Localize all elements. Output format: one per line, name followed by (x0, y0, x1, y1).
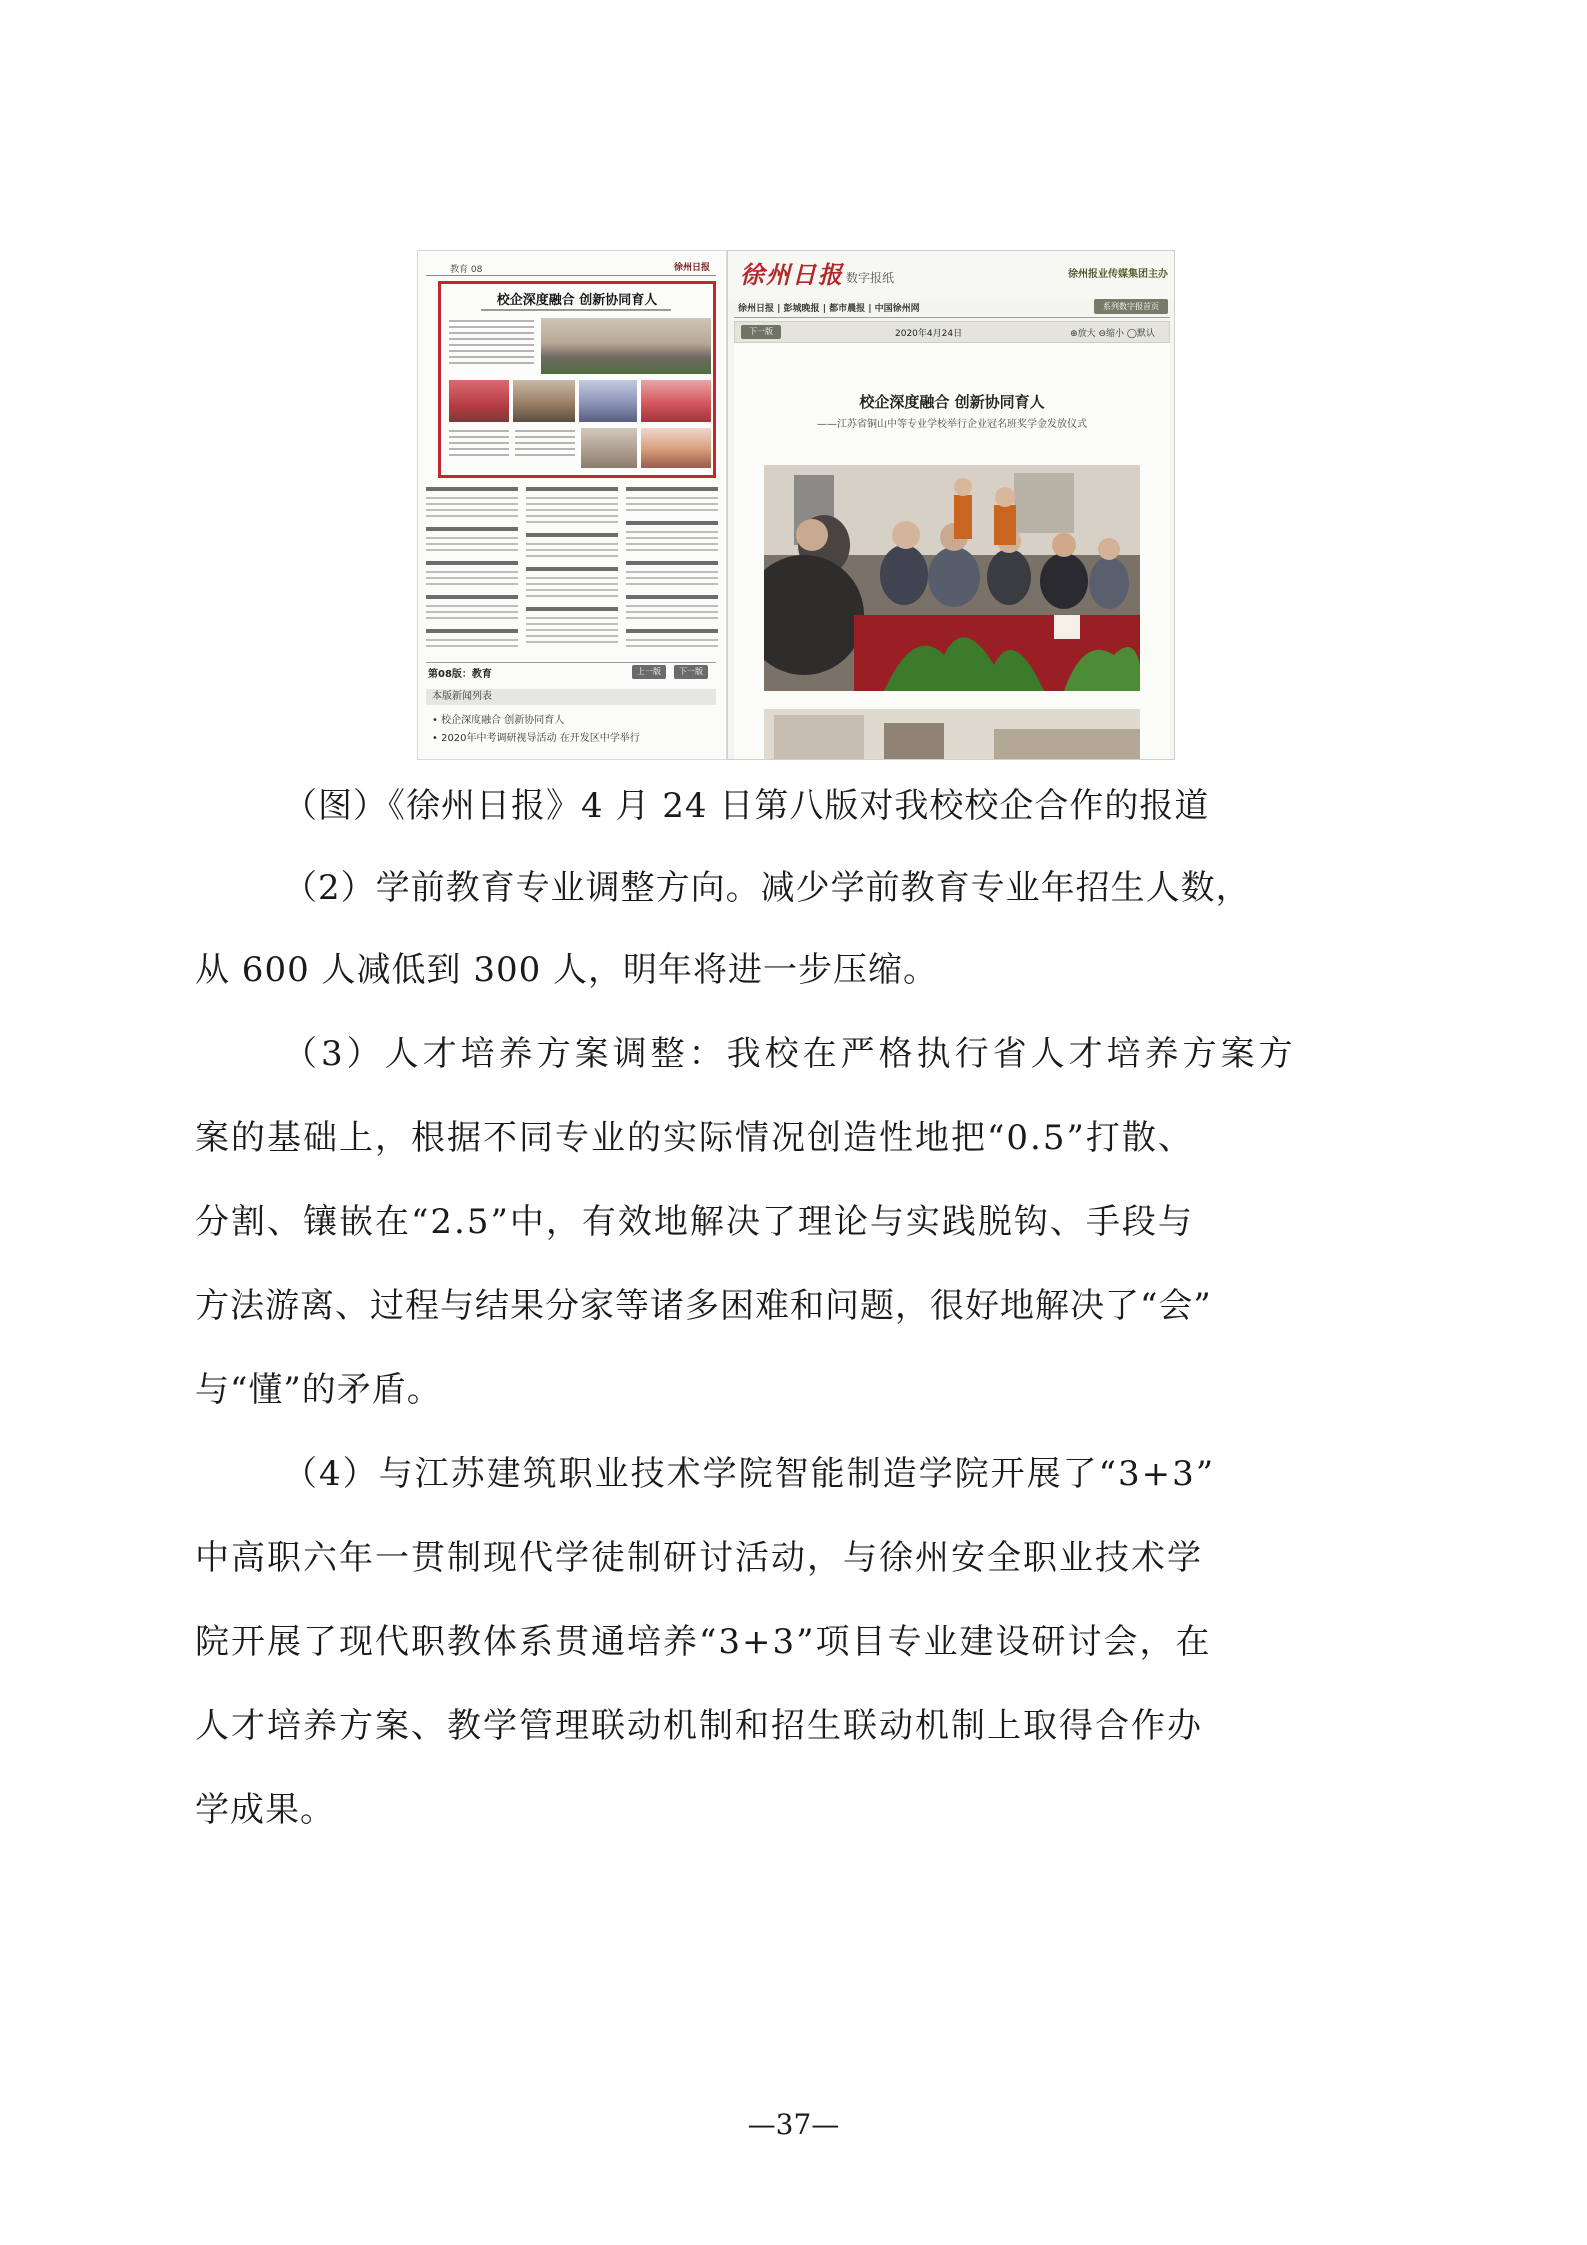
newspaper-section-label: 教育 08 (450, 265, 483, 275)
issue-date: 2020年4月24日 (895, 329, 963, 339)
text-line (515, 454, 575, 456)
digital-newspaper-view (727, 250, 1175, 760)
text-line (526, 509, 618, 511)
paragraph-line: 与“懂”的矛盾。 (195, 1370, 442, 1410)
news-list-item[interactable]: • 校企深度融合 创新协同育人 (432, 715, 565, 726)
meeting-photo-graphic (764, 465, 1140, 691)
paragraph-line: （2）学前教育专业调整方向。减少学前教育专业年招生人数， (283, 868, 1251, 908)
column-headline (426, 595, 518, 599)
award-photo (641, 428, 711, 468)
second-photo-graphic (764, 709, 1140, 760)
article-subtitle-line (481, 309, 671, 311)
text-line (526, 641, 618, 643)
highlighted-article-headline: 校企深度融合 创新协同育人 (496, 293, 658, 308)
paragraph-line: 方法游离、过程与结果分家等诸多困难和问题，很好地解决了“会” (195, 1286, 1212, 1326)
newspaper-screenshot-figure (417, 250, 1175, 760)
text-line (426, 605, 518, 607)
ceremony-photo (579, 380, 637, 422)
text-line (449, 332, 534, 334)
newspaper-masthead: 徐州日报 (673, 263, 710, 273)
text-line (426, 583, 518, 585)
column-headline (426, 527, 518, 531)
text-line (626, 605, 718, 607)
column-headline (626, 487, 718, 491)
paragraph-line: 案的基础上，根据不同专业的实际情况创造性地把“0.5”打散、 (195, 1118, 1194, 1158)
text-line (515, 430, 575, 432)
text-line (526, 549, 618, 551)
reader-toolbar (734, 321, 1170, 343)
meeting-photo (541, 318, 711, 374)
edition-label: 第08版：教育 (428, 669, 492, 680)
column-headline (526, 533, 618, 537)
news-list-header: 本版新闻列表 (426, 689, 716, 705)
paragraph-line: 分割、镶嵌在“2.5”中，有效地解决了理论与实践脱钩、手段与 (195, 1202, 1194, 1242)
column-headline (426, 487, 518, 491)
column-headline (526, 487, 618, 491)
text-line (626, 611, 718, 613)
text-line (626, 531, 718, 533)
paragraph-line: 中高职六年一贯制现代学徒制研讨活动，与徐州安全职业技术学 (195, 1538, 1203, 1578)
paragraph-line: （4）与江苏建筑职业技术学院智能制造学院开展了“3+3” (283, 1454, 1216, 1494)
divider (734, 317, 1170, 318)
text-line (449, 320, 534, 322)
figure-caption: （图）《徐州日报》4 月 24 日第八版对我校校企合作的报道 (283, 786, 1210, 826)
text-line (626, 549, 718, 551)
second-photo (764, 709, 1140, 760)
text-line (426, 509, 518, 511)
text-line (449, 454, 509, 456)
paragraph-line: 人才培养方案、教学管理联动机制和招生联动机制上取得合作办 (195, 1706, 1203, 1746)
text-line (526, 617, 618, 619)
text-line (426, 549, 518, 551)
text-line (526, 635, 618, 637)
text-line (526, 629, 618, 631)
meeting-photo (764, 465, 1140, 691)
text-line (515, 436, 575, 438)
prev-page-button[interactable]: 上一版 (632, 665, 666, 679)
paragraph-line: 从 600 人减低到 300 人，明年将进一步压缩。 (195, 950, 939, 990)
text-line (449, 338, 534, 340)
next-page-button[interactable]: 下一版 (674, 665, 708, 679)
text-line (449, 448, 509, 450)
home-page-button[interactable]: 系列数字报首页 (1094, 299, 1168, 314)
column-headline (426, 561, 518, 565)
newspaper-logo-subtitle: 数字报纸 (846, 271, 895, 285)
digital-header (728, 251, 1174, 299)
text-line (626, 503, 718, 505)
paragraph-line: 院开展了现代职教体系贯通培养“3+3”项目专业建设研讨会，在 (195, 1622, 1212, 1662)
text-line (449, 326, 534, 328)
text-line (526, 515, 618, 517)
column-headline (626, 561, 718, 565)
text-line (449, 344, 534, 346)
paragraph-line: （3）人才培养方案调整：我校在严格执行省人才培养方案方 (283, 1034, 1297, 1074)
news-list-item[interactable]: • 2020年中考调研视导活动 在开发区中学举行 (432, 733, 640, 744)
text-line (526, 577, 618, 579)
text-line (449, 436, 509, 438)
text-line (626, 639, 718, 641)
column-headline (626, 629, 718, 633)
text-line (449, 362, 534, 364)
text-line (526, 503, 618, 505)
ceremony-photo (641, 380, 711, 422)
next-page-button[interactable]: 下一版 (741, 325, 781, 339)
text-line (515, 442, 575, 444)
text-line (426, 543, 518, 545)
text-line (426, 571, 518, 573)
text-line (626, 583, 718, 585)
paragraph-line: 学成果。 (195, 1790, 335, 1830)
newspaper-logo: 徐州日报 (740, 261, 844, 289)
page-number: —37— (747, 2108, 840, 2141)
text-line (449, 350, 534, 352)
award-photo (581, 428, 637, 468)
text-line (626, 509, 718, 511)
text-line (526, 543, 618, 545)
newspaper-links-nav[interactable]: 徐州日报 | 彭城晚报 | 都市晨报 | 中国徐州网 (738, 304, 920, 314)
text-line (449, 356, 534, 358)
text-line (626, 617, 718, 619)
text-line (626, 645, 718, 647)
column-headline (426, 629, 518, 633)
text-line (426, 639, 518, 641)
text-line (426, 611, 518, 613)
publisher-label: 徐州报业传媒集团主办 (1068, 269, 1168, 280)
highlighted-article[interactable] (438, 281, 716, 478)
text-line (426, 503, 518, 505)
text-line (626, 577, 718, 579)
text-line (526, 623, 618, 625)
text-line (626, 543, 718, 545)
text-line (526, 595, 618, 597)
text-line (449, 430, 509, 432)
article-content (734, 343, 1170, 760)
text-line (426, 497, 518, 499)
text-line (515, 448, 575, 450)
text-line (449, 442, 509, 444)
text-line (426, 537, 518, 539)
text-line (426, 617, 518, 619)
column-headline (626, 595, 718, 599)
text-line (526, 555, 618, 557)
newspaper-page-image (417, 250, 727, 760)
column-headline (526, 567, 618, 571)
newspaper-page-header (426, 265, 716, 276)
text-line (626, 537, 718, 539)
text-line (426, 577, 518, 579)
divider (426, 662, 716, 663)
article-title: 校企深度融合 创新协同育人 (859, 393, 1045, 411)
text-line (426, 515, 518, 517)
text-line (526, 589, 618, 591)
ceremony-photo (513, 380, 575, 422)
text-line (626, 571, 718, 573)
text-line (526, 497, 618, 499)
ceremony-photo (449, 380, 509, 422)
column-headline (626, 521, 718, 525)
text-line (526, 521, 618, 523)
article-subtitle: ——江苏省铜山中等专业学校举行企业冠名班奖学金发放仪式 (817, 419, 1087, 430)
column-headline (526, 607, 618, 611)
text-line (426, 645, 518, 647)
zoom-controls[interactable]: ⊕放大 ⊖缩小 ◯默认 (1070, 329, 1155, 339)
text-line (526, 583, 618, 585)
text-line (626, 497, 718, 499)
